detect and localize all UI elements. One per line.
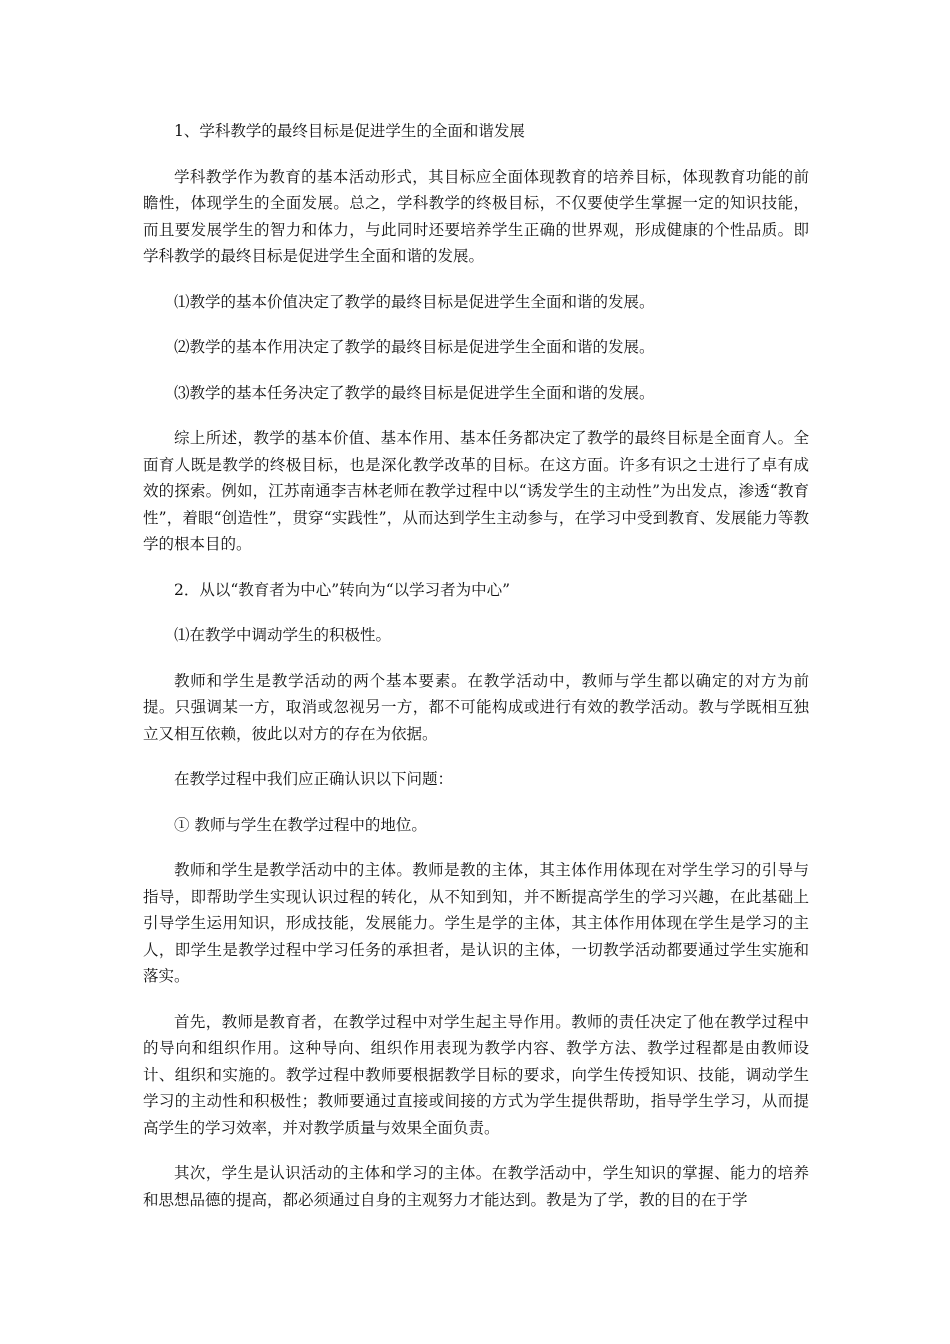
paragraph: 综上所述，教学的基本价值、基本作用、基本任务都决定了教学的最终目标是全面育人。全面育人既是教学的终极目标，也是深化教学改革的目标。在这方面。许多有识之士进行了卓有成效的探索。例如，江苏南通李吉林老师在教学过程中以“诱发学生的主动性”为出发点，渗透“教育性”，着眼“创造性”，贯穿“实践性”，从而达到学生主动参与，在学习中受到教育、发展能力等教学的根本目的。 bbox=[143, 429, 809, 553]
paragraph: 首先，教师是教育者，在教学过程中对学生起主导作用。教师的责任决定了他在教学过程中的导向和组织作用。这种导向、组织作用表现为教学内容、教学方法、教学过程都是由教师设计、组织和实施的。教学过程中教师要根据教学目标的要求，向学生传授知识、技能，调动学生学习的主动性和积极性；教师要通过直接或间接的方式为学生提供帮助，指导学生学习，从而提高学生的学习效率，并对教学质量与效果全面负责。 bbox=[143, 1012, 809, 1137]
paragraph: 教师和学生是教学活动的两个基本要素。在教学活动中，教师与学生都以确定的对方为前提。只强调某一方，取消或忽视另一方，都不可能构成或进行有效的教学活动。教与学既相互独立又相互依赖，彼此以对方的存在为依据。 bbox=[143, 671, 809, 743]
document-body bbox=[143, 118, 809, 1232]
list-item: ① 教师与学生在教学过程中的地位。 bbox=[174, 815, 427, 834]
paragraph: 学科教学作为教育的基本活动形式，其目标应全面体现教育的培养目标，体现教育功能的前瞻性，体现学生的全面发展。总之，学科教学的终极目标，不仅要使学生掌握一定的知识技能，而且要发展学生的智力和体力，与此同时还要培养学生正确的世界观，形成健康的个性品质。即学科教学的最终目标是促进学生全面和谐的发展。 bbox=[143, 167, 809, 265]
list-item: ⑶教学的基本任务决定了教学的最终目标是促进学生全面和谐的发展。 bbox=[174, 383, 655, 402]
paragraph: 在教学过程中我们应正确认识以下问题： bbox=[174, 770, 454, 788]
subsection-heading: ⑴在教学中调动学生的积极性。 bbox=[174, 626, 392, 644]
paragraph: 其次，学生是认识活动的主体和学习的主体。在教学活动中，学生知识的掌握、能力的培养和思想品德的提高，都必须通过自身的主观努力才能达到。教是为了学，教的目的在于学 bbox=[143, 1164, 809, 1209]
paragraph: 教师和学生是教学活动中的主体。教师是教的主体，其主体作用体现在对学生学习的引导与指导，即帮助学生实现认识过程的转化，从不知到知，并不断提高学生的学习兴趣，在此基础上引导学生运用知识，形成技能，发展能力。学生是学的主体，其主体作用体现在学生是学习的主人，即学生是教学过程中学习任务的承担者，是认识的主体，一切教学活动都要通过学生实施和落实。 bbox=[143, 861, 809, 985]
section-heading-1: 1、学科教学的最终目标是促进学生的全面和谐发展 bbox=[174, 122, 525, 140]
list-item: ⑴教学的基本价值决定了教学的最终目标是促进学生全面和谐的发展。 bbox=[174, 292, 655, 311]
list-item: ⑵教学的基本作用决定了教学的最终目标是促进学生全面和谐的发展。 bbox=[174, 338, 655, 356]
section-heading-2: 2．从以“教育者为中心”转向为“以学习者为中心” bbox=[174, 580, 511, 599]
